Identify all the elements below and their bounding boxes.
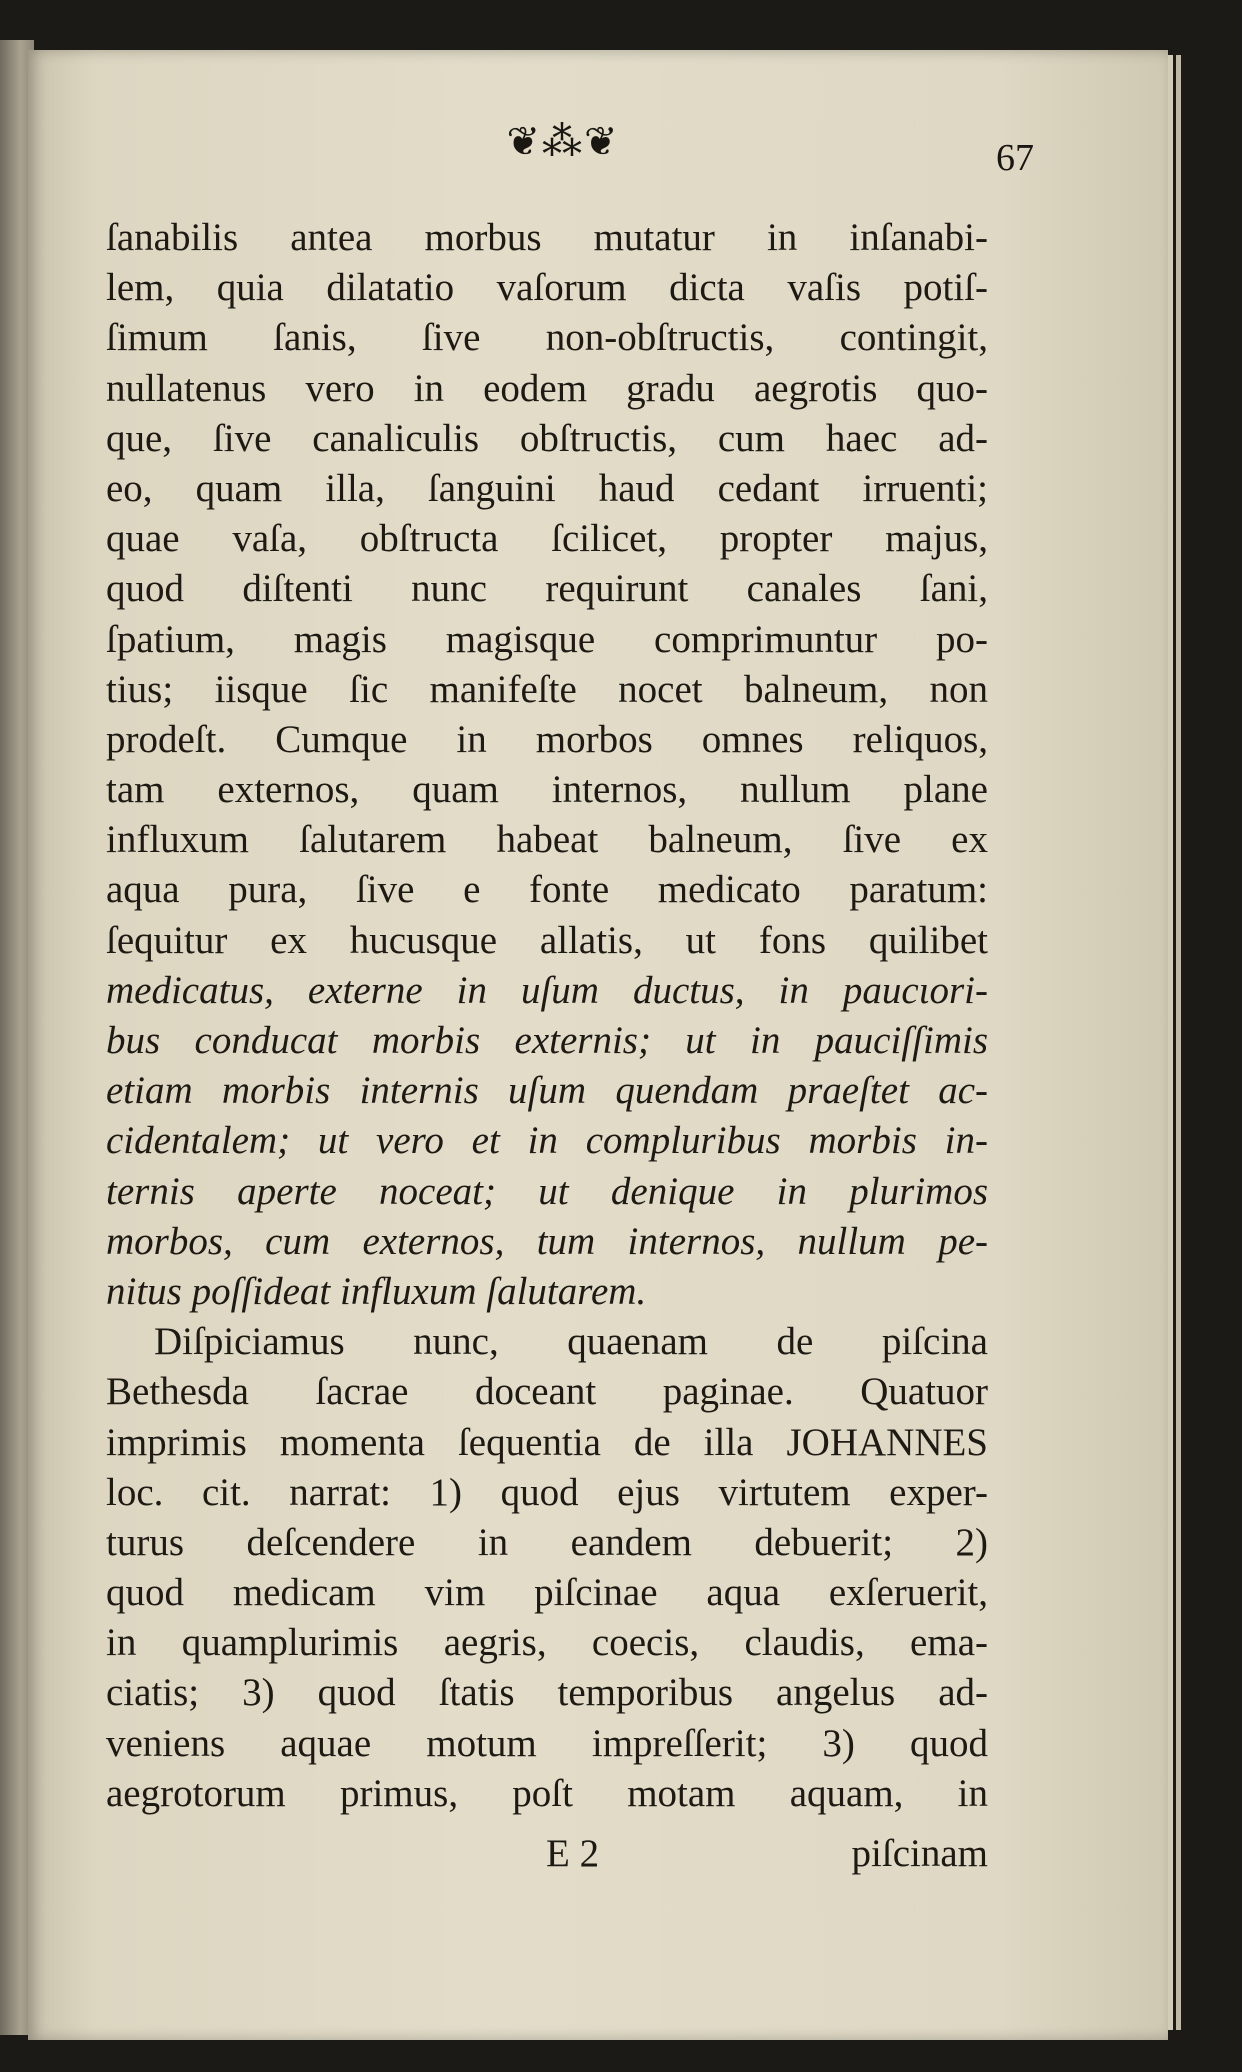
text-line: tam externos, quam internos, nullum plane xyxy=(106,768,988,812)
text-line: que, ſive canaliculis obſtructis, cum haec ad- xyxy=(106,416,988,460)
text-line: ſanabilis antea morbus mutatur in inſanabi- xyxy=(106,216,988,259)
text-line: influxum ſalutarem habeat balneum, ſive ex xyxy=(106,818,988,862)
text-line-italic: cidentalem; ut vero et in compluribus morbis in- xyxy=(106,1119,988,1163)
signature-mark: E 2 xyxy=(546,1832,600,1875)
text-line: eo, quam illa, ſanguini haud cedant irruenti; xyxy=(106,466,988,510)
page-edge-2 xyxy=(1176,55,1181,2030)
text-line: loc. cit. narrat: 1) quod ejus virtutem exper- xyxy=(106,1470,988,1514)
text-line: tius; iisque ſic manifeſte nocet balneum, non xyxy=(106,667,988,711)
text-line: lem, quia dilatatio vaſorum dicta vaſis potiſ- xyxy=(106,266,988,310)
text-line: turus deſcendere in eandem debuerit; 2) xyxy=(106,1520,988,1564)
text-line-italic: nitus poſſideat influxum ſalutarem. xyxy=(106,1269,647,1313)
text-line: veniens aquae motum impreſſerit; 3) quod xyxy=(106,1721,988,1765)
text-line-italic: etiam morbis internis uſum quendam praeſtet ac- xyxy=(106,1069,988,1113)
page-footer xyxy=(106,1831,988,1881)
text-line: Bethesda ſacrae doceant paginae. Quatuor xyxy=(106,1370,988,1414)
text-line: ſimum ſanis, ſive non-obſtructis, contingit, xyxy=(106,316,988,360)
text-line: nullatenus vero in eodem gradu aegrotis quo- xyxy=(106,366,988,410)
text-line: quod medicam vim piſcinae aqua exſeruerit, xyxy=(106,1571,988,1615)
text-line: aqua pura, ſive e fonte medicato paratum: xyxy=(106,868,988,912)
text-line: ciatis; 3) quod ſtatis temporibus angelus ad- xyxy=(106,1671,988,1715)
page-edge-1 xyxy=(1168,55,1173,2030)
text-line: in quamplurimis aegris, coecis, claudis, ema- xyxy=(106,1621,988,1665)
header-ornament: ❦⁂❦ xyxy=(506,119,620,165)
text-line-italic: ternis aperte noceat; ut denique in plurimos xyxy=(106,1169,988,1213)
page-number: 67 xyxy=(996,137,1034,179)
text-line-italic: morbos, cum externos, tum internos, nullum pe- xyxy=(106,1219,988,1263)
text-line-italic: bus conducat morbis externis; ut in pauciſſimis xyxy=(106,1019,988,1062)
text-line: Diſpiciamus nunc, quaenam de piſcina xyxy=(154,1320,988,1364)
text-line: aegrotorum primus, poſt motam aquam, in xyxy=(106,1771,988,1815)
text-line: prodeſt. Cumque in morbos omnes reliquos, xyxy=(106,717,988,761)
text-line: imprimis momenta ſequentia de illa JOHANNES xyxy=(106,1420,988,1464)
text-line: ſequitur ex hucusque allatis, ut fons quilibet xyxy=(106,918,988,962)
text-line-italic: medicatus, externe in uſum ductus, in paucιori- xyxy=(106,968,988,1012)
text-line: quae vaſa, obſtructa ſcilicet, propter majus, xyxy=(106,517,988,561)
text-line: ſpatium, magis magisque comprimuntur po- xyxy=(106,617,988,661)
text-line: quod diſtenti nunc requirunt canales ſani, xyxy=(106,567,988,611)
catchword: piſcinam xyxy=(851,1832,988,1875)
body-text xyxy=(106,213,988,1819)
